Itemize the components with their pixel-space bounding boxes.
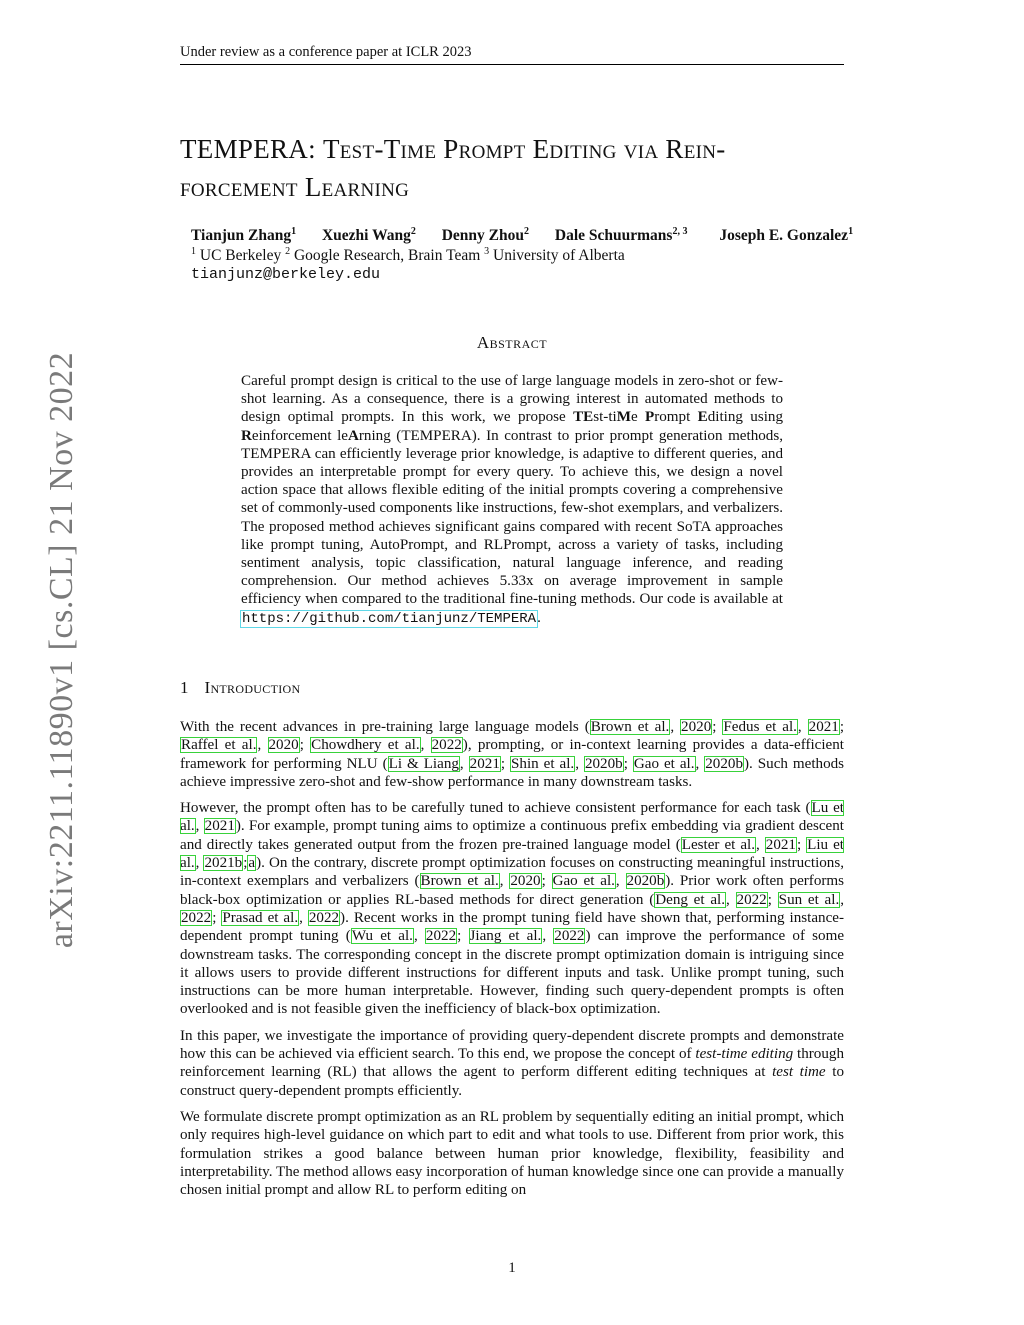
citation-link[interactable]: 2021: [204, 818, 235, 835]
citation-link[interactable]: Gao et al.: [552, 873, 615, 890]
author: Denny Zhou$^2$: [441, 226, 529, 245]
citation-link[interactable]: 2021: [765, 836, 796, 853]
citation-link[interactable]: Lu et al.: [180, 800, 844, 835]
citation-link[interactable]: Sun et al.: [778, 891, 840, 908]
citation-link[interactable]: Deng et al.: [655, 891, 725, 908]
citation-link[interactable]: Lester et al.: [681, 836, 755, 853]
citation-link[interactable]: Brown et al.: [420, 873, 499, 890]
citation-link[interactable]: Chowdhery et al.: [311, 737, 420, 754]
intro-paragraph: We formulate discrete prompt optimization as an RL problem by sequentially editing an initial prompt, which only requires high-level guidance on which part to edit and what tools to use. Different from prior work, this formulation strikes a good balance between human prior knowledge, flexibility, feasibility and interpretability. The method allows easy incorporation of human knowledge since one can provide a manually chosen initial prompt and allow RL to perform editing on: [180, 1108, 844, 1199]
emphasis-text: test-time editing: [695, 1046, 794, 1063]
emphasis-text: test time: [772, 1064, 826, 1081]
citation-link[interactable]: 2020: [681, 719, 712, 735]
author: Xuezhi Wang$^2$: [321, 226, 416, 245]
author-email[interactable]: tianjunz@berkeley.edu: [191, 266, 381, 283]
citation-link[interactable]: Prasad et al.: [222, 909, 299, 926]
paper-title: [180, 130, 860, 206]
citation-link[interactable]: 2020: [510, 873, 541, 890]
citation-link[interactable]: 2022: [181, 909, 212, 926]
intro-paragraph: However, the prompt often has to be carefully tuned to achieve consistent performance for each task (Lu et al., 2021). For example, prompt tuning aims to optimize a continuous prefix embedding via gradient descent and directly takes generated output from the frozen pre-trained language model (Lester et al., 2021; Liu et al., 2021b;a). On the contrary, discrete prompt optimization focuses on constructing meaningful instructions, in-context exemplars and verbalizers (Brown et al., 2020; Gao et al., 2020b). Prior work often performs black-box optimization or applies RL-based methods for direct generation (Deng et al., 2022; Sun et al., 2022; Prasad et al., 2022). Recent works in the prompt tuning field have shown that, performing instance-dependent prompt tuning (Wu et al., 2022; Jiang et al., 2022) can improve the performance of some downstream tasks. The corresponding concept in the discrete prompt optimization domain is intriguing since it allows users to provide different instructions for different inputs and task. Unlike prompt tuning, such instructions can be more human interpretable. However, finding such query-dependent prompts is often overlooked and is not feasible given the inefficiency of black-box optimization.: [180, 800, 845, 1018]
intro-paragraph: With the recent advances in pre-training large language models (Brown et al., 2020; Fedus et al., 2021; Raffel et al., 2020; Chowdhery et al., 2022), prompting, or in-context learning provides a data-efficient framework for performing NLU (Li & Liang, 2021; Shin et al., 2020b; Gao et al., 2020b). Such methods achieve impressive zero-shot and few-show performance in many downstream tasks.: [180, 719, 845, 790]
citation-link[interactable]: Brown et al.: [590, 719, 670, 735]
author-list: [191, 226, 875, 245]
citation-link[interactable]: 2020b: [705, 755, 743, 772]
citation-link[interactable]: 2022: [554, 928, 585, 945]
citation-link[interactable]: Shin et al.: [511, 755, 575, 772]
introduction-body: [180, 718, 844, 1207]
citation-link[interactable]: 2021: [808, 719, 839, 735]
running-header: Under review as a conference paper at ICLR 2023: [180, 44, 472, 60]
citation-link[interactable]: a: [248, 855, 256, 872]
title-line-1: Test-Time Prompt Editing via Rein-: [322, 134, 726, 164]
section-heading: 1 Introduction: [180, 678, 301, 697]
abstract-heading: Abstract: [476, 333, 548, 352]
intro-paragraph: In this paper, we investigate the importance of providing query-dependent discrete prompts and demonstrate how this can be achieved via efficient search. To this end, we propose the concept of test-time editing through reinforcement learning (RL) that allows the agent to perform different editing techniques at test time to construct query-dependent prompts efficiently.: [180, 1027, 845, 1099]
title-acronym: TEMPERA:: [180, 134, 323, 164]
author: Dale Schuurmans$^{2, 3}$: [554, 226, 688, 245]
citation-link[interactable]: 2020: [268, 737, 299, 754]
citation-link[interactable]: 2021: [469, 755, 500, 772]
page-number: 1: [508, 1260, 516, 1276]
abstract-body: Careful prompt design is critical to the use of large language models in zero-shot or few-shot learning. As a consequence, there is a growing interest in automated methods to design optimal prompts. In this work, we propose TEst-tiMe Prompt Editing using Reinforcement leArning (TEMPERA). In contrast to prior prompt generation methods, TEMPERA can efficiently leverage prior knowledge, is adaptive to different queries, and provides an interpretable prompt for every query. To achieve this, we design a novel action space that allows flexible editing of the initial prompts covering a comprehensive set of commonly-used components like instructions, few-shot exemplars, and verbalizers. The proposed method achieves significant gains compared with recent SoTA approaches like prompt tuning, AutoPrompt, and RLPrompt, across a variety of tasks, including sentiment analysis, topic classification, natural language inference, and reading comprehension. Our method achieves 5.33x on average improvement in sample efficiency when compared to the traditional fine-tuning methods. Our code is available at https://github.com/tianjunz/TEMPERA.: [241, 373, 783, 627]
arxiv-stamp: arXiv:2211.11890v1 [cs.CL] 21 Nov 2022: [43, 351, 80, 949]
citation-link[interactable]: 2022: [736, 891, 767, 908]
citation-link[interactable]: Wu et al.: [351, 928, 413, 945]
code-url-link[interactable]: https://github.com/tianjunz/TEMPERA: [242, 610, 537, 627]
citation-link[interactable]: 2022: [431, 737, 462, 754]
citation-link[interactable]: 2021b: [204, 855, 243, 872]
citation-link[interactable]: 2020b: [584, 755, 623, 772]
citation-link[interactable]: 2020b: [626, 873, 665, 890]
citation-link[interactable]: Jiang et al.: [469, 928, 542, 945]
citation-link[interactable]: 2022: [425, 928, 457, 945]
citation-link[interactable]: Gao et al.: [633, 755, 695, 772]
citation-link[interactable]: Fedus et al.: [723, 719, 797, 735]
citation-link[interactable]: Li & Liang: [388, 755, 459, 772]
author: Joseph E. Gonzalez$^1$: [719, 226, 854, 245]
citation-link[interactable]: Liu et al.: [180, 836, 844, 872]
title-line-2: forcement Learning: [180, 172, 410, 202]
affiliations: $^1$ UC Berkeley $^2$ Google Research, Brain Team $^3$ University of Alberta: [191, 246, 625, 265]
author: Tianjun Zhang$^1$: [191, 226, 297, 245]
citation-link[interactable]: 2022: [308, 909, 340, 926]
citation-link[interactable]: Raffel et al.: [181, 737, 257, 754]
header-rule: [180, 64, 844, 65]
